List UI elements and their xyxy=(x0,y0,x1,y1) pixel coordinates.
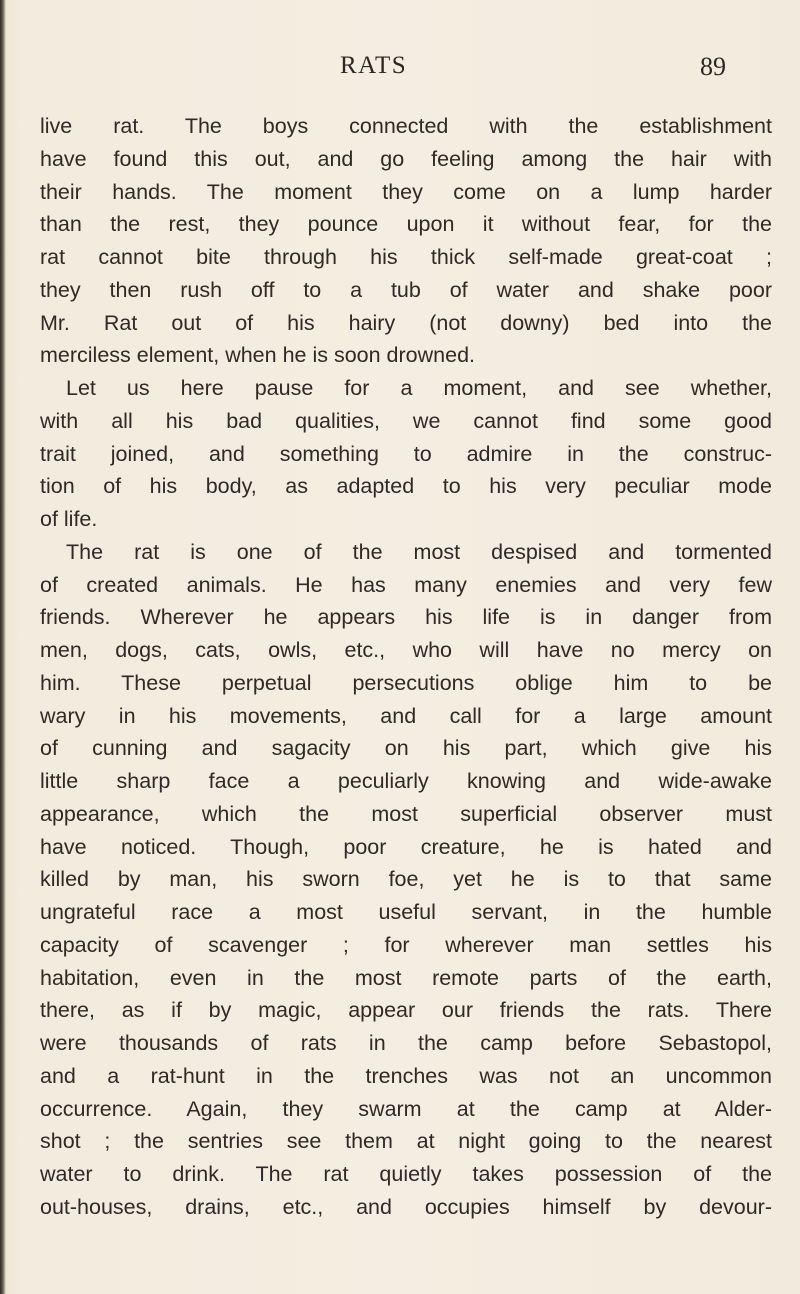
text-line: killed by man, his sworn foe, yet he is to that same xyxy=(40,867,772,892)
text-line: habitation, even in the most remote parts of the earth, xyxy=(40,965,772,990)
page-header xyxy=(340,52,770,92)
running-head: RATS xyxy=(340,52,408,79)
paragraph-first-line: Let us here pause for a moment, and see whether, xyxy=(66,376,772,400)
page-spine-shadow xyxy=(0,0,6,1294)
text-line: than the rest, they pounce upon it without fear, for the xyxy=(40,212,772,237)
text-line: of life. xyxy=(40,507,98,531)
text-line: capacity of scavenger ; for wherever man settles his xyxy=(40,932,772,957)
text-line: of created animals. He has many enemies and very few xyxy=(40,572,772,597)
text-line: and a rat-hunt in the trenches was not an uncommon xyxy=(40,1063,772,1088)
text-line: wary in his movements, and call for a large amount xyxy=(40,703,772,728)
text-line: water to drink. The rat quietly takes possession of the xyxy=(40,1162,772,1186)
text-line: they then rush off to a tub of water and shake poor xyxy=(40,277,772,302)
text-line: friends. Wherever he appears his life is in danger from xyxy=(40,605,772,630)
text-line: him. These perpetual persecutions oblige him to be xyxy=(40,670,772,695)
text-line: tion of his body, as adapted to his very peculiar mode xyxy=(40,474,772,499)
text-line: trait joined, and something to admire in the construc- xyxy=(40,441,772,466)
text-line: of cunning and sagacity on his part, which give his xyxy=(40,736,772,761)
text-line: merciless element, when he is soon drowned. xyxy=(40,343,475,368)
text-line: have found this out, and go feeling among the hair with xyxy=(40,146,772,171)
text-line: live rat. The boys connected with the establishment xyxy=(40,114,772,138)
text-line: have noticed. Though, poor creature, he is hated and xyxy=(40,834,772,859)
page-number: 89 xyxy=(700,52,726,81)
text-line: occurrence. Again, they swarm at the camp at Alder- xyxy=(40,1096,772,1121)
text-line: their hands. The moment they come on a lump harder xyxy=(40,179,772,204)
text-line: shot ; the sentries see them at night going to the nearest xyxy=(40,1129,772,1154)
text-line: out-houses, drains, etc., and occupies himself by devour- xyxy=(40,1194,772,1219)
text-line: with all his bad qualities, we cannot find some good xyxy=(40,408,772,433)
text-line: appearance, which the most superficial observer must xyxy=(40,801,772,826)
text-line: ungrateful race a most useful servant, in the humble xyxy=(40,900,772,924)
text-line: there, as if by magic, appear our friends the rats. There xyxy=(40,998,772,1023)
text-line: men, dogs, cats, owls, etc., who will have no mercy on xyxy=(40,638,772,662)
text-line: little sharp face a peculiarly knowing and wide-awake xyxy=(40,769,772,793)
paragraph-first-line: The rat is one of the most despised and tormented xyxy=(66,539,772,564)
text-line: were thousands of rats in the camp before Sebastopol, xyxy=(40,1031,772,1055)
text-line: Mr. Rat out of his hairy (not downy) bed into the xyxy=(40,310,772,335)
text-line: rat cannot bite through his thick self-made great-coat ; xyxy=(40,245,772,269)
body-text xyxy=(40,110,772,1224)
